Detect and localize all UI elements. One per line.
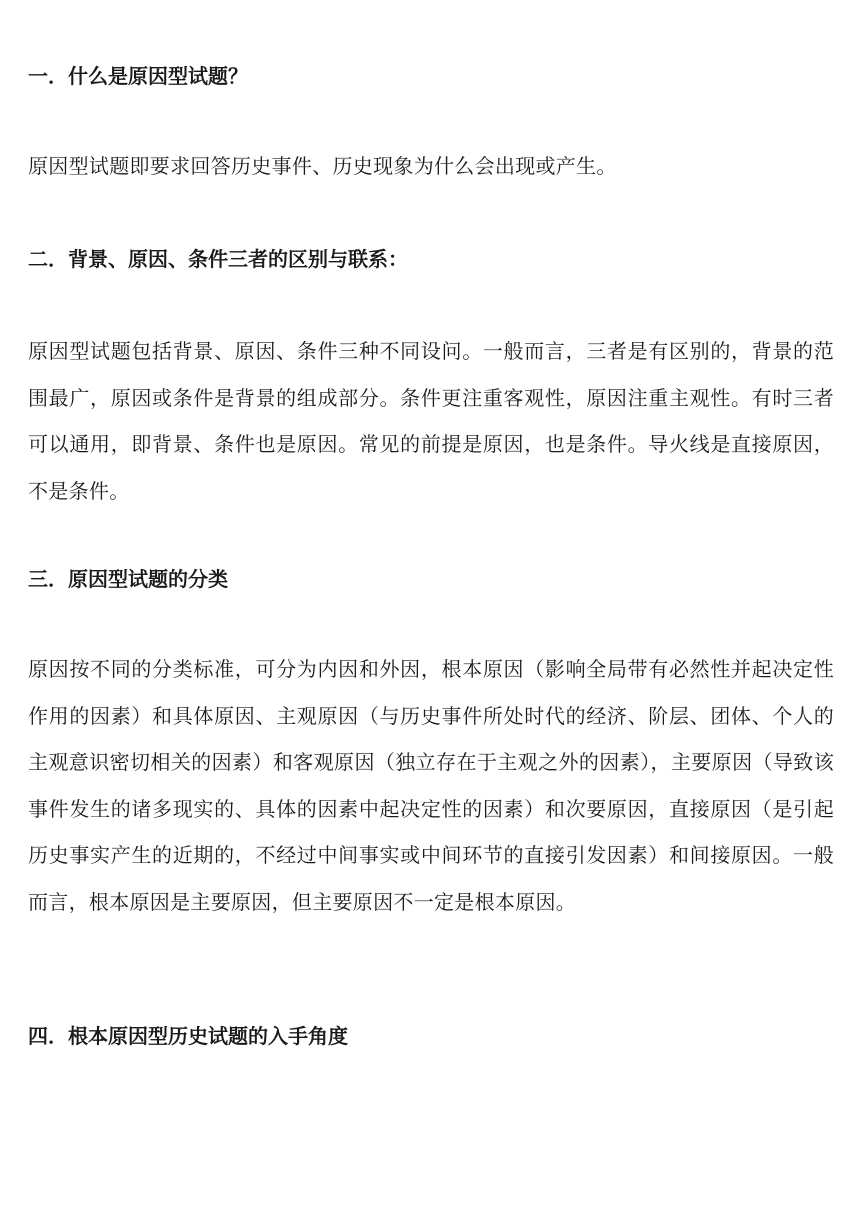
section-heading-what-is-cause-question: 一．什么是原因型试题？	[28, 64, 248, 88]
section-heading-classification: 三．原因型试题的分类	[28, 567, 228, 591]
section-heading-background-cause-condition: 二．背景、原因、条件三者的区别与联系：	[28, 247, 408, 271]
section-paragraph-distinction: 原因型试题包括背景、原因、条件三种不同设问。一般而言，三者是有区别的，背景的范围最广，原因或条件是背景的组成部分。条件更注重客观性，原因注重主观性。有时三者可以通用，即背景、条件也是原因。常见的前提是原因，也是条件。导火线是直接原因，不是条件。	[28, 339, 834, 503]
section-paragraph-definition: 原因型试题即要求回答历史事件、历史现象为什么会出现或产生。	[28, 154, 617, 178]
section-heading-root-cause-approach: 四．根本原因型历史试题的入手角度	[28, 1024, 348, 1048]
section-paragraph-classification: 原因按不同的分类标准，可分为内因和外因，根本原因（影响全局带有必然性并起决定性作用的因素）和具体原因、主观原因（与历史事件所处时代的经济、阶层、团体、个人的主观意识密切相关的因素）和客观原因（独立存在于主观之外的因素），主要原因（导致该事件发生的诸多现实的、具体的因素中起决定性的因素）和次要原因，直接原因（是引起历史事实产生的近期的，不经过中间事实或中间环节的直接引发因素）和间接原因。一般而言，根本原因是主要原因，但主要原因不一定是根本原因。	[28, 657, 834, 914]
